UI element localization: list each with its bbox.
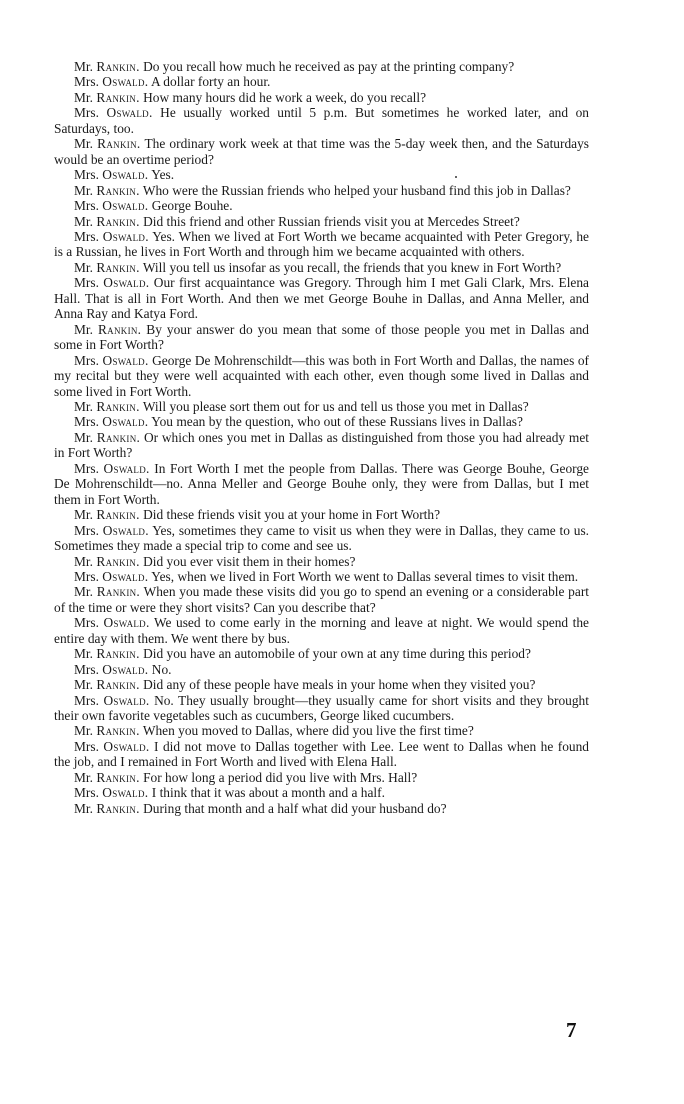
speaker-title: Mrs. — [74, 615, 99, 631]
testimony-paragraph — [54, 229, 589, 260]
statement-text: During that month and a half what did your husband do? — [143, 800, 447, 816]
statement-text: When you made these visits did you go to spend an evening or a considerable part of the time or were they short visits? Can you describe that? — [54, 584, 589, 615]
speaker-title: Mr. — [74, 800, 93, 816]
speaker-name: Rankin. — [96, 429, 141, 445]
speaker-name: Oswald. — [103, 615, 150, 631]
statement-text: No. They usually brought—they usually came for short visits and they brought their own favorite vegetables such as cucumbers, George liked cucumbers. — [54, 692, 589, 724]
statement-text: Did this friend and other Russian friends visit you at Mercedes Street? — [143, 213, 520, 229]
statement-text: No. — [151, 661, 172, 677]
statement-text: He usually worked until 5 p.m. But sometimes he worked later, and on Saturdays, too. — [54, 105, 589, 136]
testimony-paragraph — [54, 739, 589, 770]
testimony-paragraph — [54, 646, 589, 661]
speaker-title: Mr. — [74, 677, 93, 693]
statement-text: For how long a period did you live with Mrs. Hall? — [143, 769, 418, 785]
speaker-name: Rankin. — [96, 259, 140, 275]
speaker-title: Mrs. — [74, 352, 99, 368]
speaker-name: Oswald. — [106, 105, 153, 121]
speaker-title: Mrs. — [74, 414, 99, 430]
speaker-title: Mrs. — [74, 105, 99, 121]
speaker-name: Rankin. — [96, 646, 140, 662]
speaker-name: Rankin. — [96, 507, 140, 523]
speaker-title: Mrs. — [74, 460, 99, 476]
testimony-paragraph — [54, 430, 589, 461]
speaker-name: Oswald. — [102, 228, 149, 244]
speaker-name: Rankin. — [97, 136, 141, 152]
speaker-name: Oswald. — [102, 661, 149, 677]
speaker-title: Mr. — [74, 769, 93, 785]
statement-text: I think that it was about a month and a half. — [151, 785, 385, 801]
speaker-title: Mrs. — [74, 785, 99, 801]
statement-text: We used to come early in the morning and leave at night. We would spend the entire day with them. We went there by bus. — [54, 615, 589, 646]
testimony-paragraph — [54, 183, 589, 198]
speaker-name: Oswald. — [102, 198, 149, 214]
testimony-paragraph — [54, 198, 589, 213]
testimony-paragraph — [54, 353, 589, 399]
testimony-paragraph — [54, 399, 589, 414]
testimony-paragraph — [54, 801, 589, 816]
speaker-name: Rankin. — [96, 89, 140, 105]
statement-text: Yes, when we lived in Fort Worth we went to Dallas several times to visit them. — [151, 568, 579, 584]
testimony-paragraph — [54, 523, 589, 554]
statement-text: Will you please sort them out for us and tell us those you met in Dallas? — [142, 398, 529, 414]
speaker-name: Rankin. — [96, 59, 140, 74]
testimony-paragraph — [54, 723, 589, 738]
testimony-paragraph — [54, 167, 589, 182]
speaker-name: Rankin. — [96, 677, 140, 693]
statement-text: Yes, sometimes they came to visit us when they were in Dallas, they came to us. Sometimes they made a special trip to come and see us. — [54, 522, 589, 554]
statement-text: The ordinary work week at that time was the 5-day week then, and the Saturdays would be an overtime period? — [54, 136, 589, 167]
speaker-title: Mr. — [74, 646, 93, 662]
testimony-paragraph — [54, 461, 589, 507]
statement-text: How many hours did he work a week, do you recall? — [143, 89, 427, 105]
statement-text: Our first acquaintance was Gregory. Through him I met Gali Clark, Mrs. Elena Hall. That is all in Fort Worth. And then we met George Bouhe in Dallas, and Anna Meller, and Anna Ray and Katya Ford. — [54, 275, 589, 322]
statement-text: Will you tell us insofar as you recall, the friends that you knew in Fort Worth? — [142, 259, 562, 275]
speaker-title: Mr. — [74, 213, 93, 229]
speaker-name: Oswald. — [103, 692, 150, 708]
testimony-paragraph — [54, 554, 589, 569]
statement-text: Or which ones you met in Dallas as distinguished from those you had already met in Fort Worth? — [54, 429, 589, 461]
speaker-name: Rankin. — [96, 800, 140, 816]
speaker-name: Oswald. — [102, 522, 149, 538]
speaker-title: Mr. — [74, 507, 93, 523]
speaker-name: Oswald. — [103, 275, 150, 291]
speaker-name: Oswald. — [102, 74, 149, 90]
statement-text: I did not move to Dallas together with Lee. Lee went to Dallas when he found the job, and I remained in Fort Worth and lived with Elena Hall. — [54, 738, 589, 770]
testimony-paragraph — [54, 569, 589, 584]
speaker-title: Mr. — [74, 723, 93, 739]
testimony-paragraph — [54, 260, 589, 275]
speaker-title: Mr. — [74, 59, 93, 74]
speaker-name: Oswald. — [102, 167, 149, 183]
speaker-name: Rankin. — [96, 213, 140, 229]
speaker-name: Rankin. — [96, 553, 140, 569]
statement-text: Did you ever visit them in their homes? — [143, 553, 356, 569]
speaker-title: Mrs. — [74, 661, 99, 677]
speaker-name: Oswald. — [102, 568, 149, 584]
speaker-title: Mrs. — [74, 167, 99, 183]
speaker-title: Mr. — [74, 553, 93, 569]
statement-text: Did you have an automobile of your own at any time during this period? — [143, 646, 531, 662]
speaker-name: Rankin. — [96, 182, 140, 198]
testimony-paragraph — [54, 770, 589, 785]
speaker-name: Rankin. — [96, 723, 140, 739]
speaker-title: Mr. — [74, 584, 93, 600]
testimony-paragraph — [54, 105, 589, 136]
statement-text: You mean by the question, who out of these Russians lives in Dallas? — [151, 414, 523, 430]
testimony-paragraph — [54, 693, 589, 724]
print-speck — [455, 176, 457, 178]
speaker-title: Mr. — [74, 321, 93, 337]
testimony-paragraph — [54, 677, 589, 692]
statement-text: Do you recall how much he received as pay at the printing company? — [143, 59, 515, 74]
speaker-title: Mrs. — [74, 568, 99, 584]
speaker-title: Mr. — [74, 136, 93, 152]
speaker-title: Mr. — [74, 259, 93, 275]
statement-text: By your answer do you mean that some of those people you met in Dallas and some in Fort Worth? — [54, 321, 589, 353]
testimony-paragraph — [54, 59, 589, 74]
speaker-title: Mrs. — [74, 692, 99, 708]
statement-text: Yes. — [151, 167, 175, 183]
statement-text: Who were the Russian friends who helped your husband find this job in Dallas? — [142, 182, 571, 198]
speaker-title: Mrs. — [74, 738, 99, 754]
statement-text: In Fort Worth I met the people from Dallas. There was George Bouhe, George De Mohrenschildt—no. Anna Meller and George Bouhe only, they were from Dallas, but I met them in Fort Worth. — [54, 460, 589, 507]
statement-text: A dollar forty an hour. — [151, 74, 271, 90]
speaker-title: Mrs. — [74, 275, 99, 291]
statement-text: Yes. When we lived at Fort Worth we became acquainted with Peter Gregory, he is a Russian, he lives in Fort Worth and through him we became acquainted with others. — [54, 228, 589, 260]
speaker-title: Mr. — [74, 398, 93, 414]
speaker-title: Mrs. — [74, 198, 99, 214]
testimony-paragraph — [54, 74, 589, 89]
testimony-paragraph — [54, 507, 589, 522]
speaker-title: Mr. — [74, 182, 93, 198]
speaker-name: Rankin. — [96, 769, 140, 785]
testimony-paragraph — [54, 615, 589, 646]
speaker-name: Oswald. — [103, 738, 150, 754]
speaker-name: Oswald. — [102, 414, 149, 430]
speaker-name: Oswald. — [103, 460, 150, 476]
speaker-name: Rankin. — [96, 584, 141, 600]
statement-text: George De Mohrenschildt—this was both in Fort Worth and Dallas, the names of my recital but they were well acquainted with each other, even though some lived in Dallas and some lived in Fort Worth. — [54, 352, 589, 399]
testimony-paragraph — [54, 90, 589, 105]
testimony-paragraph — [54, 785, 589, 800]
page-number: 7 — [566, 1018, 577, 1042]
speaker-title: Mrs. — [74, 74, 99, 90]
speaker-title: Mrs. — [74, 522, 99, 538]
testimony-text — [54, 59, 589, 816]
testimony-paragraph — [54, 136, 589, 167]
speaker-name: Oswald. — [102, 785, 149, 801]
speaker-title: Mrs. — [74, 228, 99, 244]
testimony-paragraph — [54, 275, 589, 321]
speaker-name: Oswald. — [102, 352, 149, 368]
statement-text: Did any of these people have meals in your home when they visited you? — [143, 677, 536, 693]
statement-text: George Bouhe. — [151, 198, 233, 214]
speaker-name: Rankin. — [97, 321, 142, 337]
statement-text: Did these friends visit you at your home in Fort Worth? — [143, 507, 441, 523]
testimony-paragraph — [54, 584, 589, 615]
speaker-title: Mr. — [74, 89, 93, 105]
speaker-name: Rankin. — [96, 398, 140, 414]
speaker-title: Mr. — [74, 429, 93, 445]
testimony-paragraph — [54, 322, 589, 353]
statement-text: When you moved to Dallas, where did you live the first time? — [142, 723, 474, 739]
testimony-paragraph — [54, 214, 589, 229]
testimony-paragraph — [54, 662, 589, 677]
testimony-paragraph — [54, 414, 589, 429]
